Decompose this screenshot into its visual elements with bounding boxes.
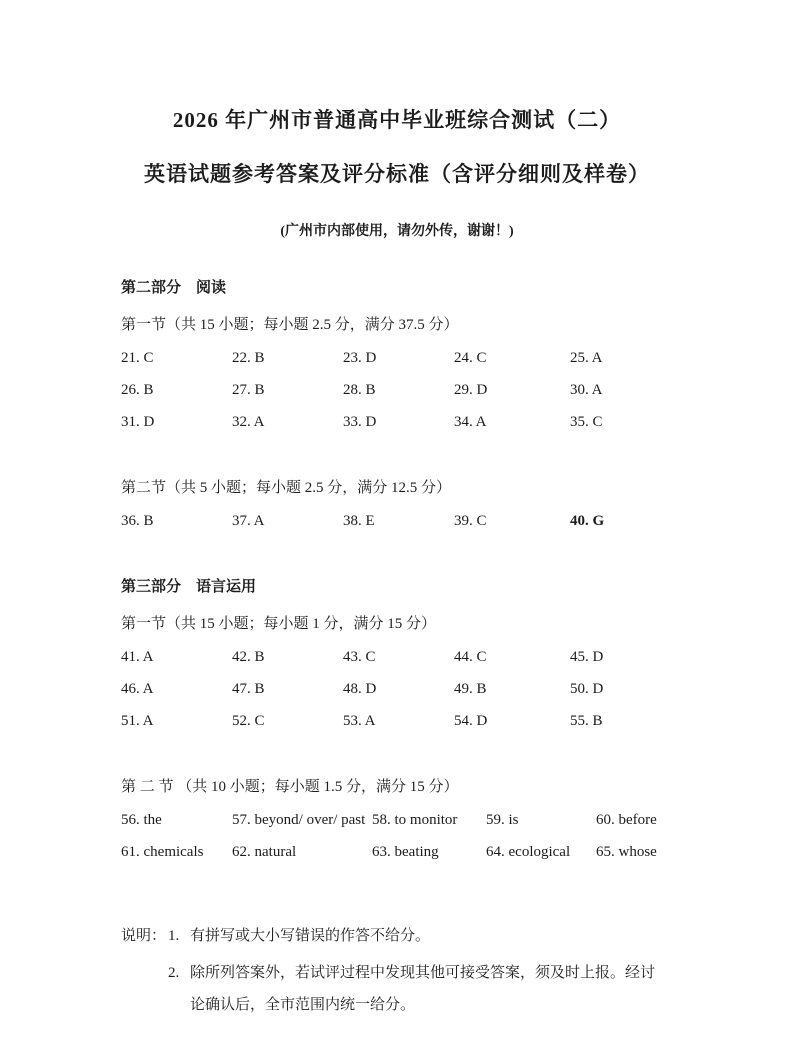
answer-cell: 24. C [454,350,487,366]
answer-cell: 63. beating [372,844,439,860]
answer-row [121,414,704,446]
notes-label: 说明： [121,928,167,944]
part2-section1-answers [121,350,704,446]
part2-section2-answers [121,513,704,545]
answer-cell: 52. C [232,713,265,729]
answer-cell: 35. C [570,414,603,430]
document-body [0,276,794,1026]
answer-cell: 56. the [121,812,162,828]
answer-cell: 49. B [454,681,487,697]
answer-row [121,812,704,844]
answer-cell: 60. before [596,812,657,828]
document-title-line2: 英语试题参考答案及评分标准（含评分细则及样卷） [144,162,650,186]
notes-items [168,920,660,1026]
part2-section1-heading: 第一节（共 15 小题；每小题 2.5 分，满分 37.5 分） [121,317,459,333]
answer-cell: 62. natural [232,844,297,860]
answer-cell: 54. D [454,713,488,729]
answer-cell: 34. A [454,414,487,430]
answer-cell: 32. A [232,414,265,430]
answer-cell: 65. whose [596,844,657,860]
answer-cell: 43. C [343,649,376,665]
answer-cell: 21. C [121,350,154,366]
answer-cell: 55. B [570,713,603,729]
answer-row [121,649,704,681]
internal-use-notice: (广州市内部使用，请勿外传，谢谢！) [280,224,514,239]
document-title-line1: 2026 年广州市普通高中毕业班综合测试（二） [172,108,622,132]
answer-cell: 50. D [570,681,604,697]
part3-heading: 第三部分 语言运用 [121,579,257,595]
answer-row [121,681,704,713]
answer-cell: 58. to monitor [372,812,458,828]
answer-cell: 46. A [121,681,154,697]
answer-cell: 40. G [570,513,605,529]
answer-cell: 47. B [232,681,265,697]
answer-cell: 37. A [232,513,265,529]
note-number: 1. [168,928,180,944]
answer-cell: 41. A [121,649,154,665]
answer-row [121,513,704,545]
answer-cell: 38. E [343,513,375,529]
answer-cell: 29. D [454,382,488,398]
note-text: 除所列答案外，若试评过程中发现其他可接受答案，须及时上报。经讨论确认后，全市范围内统一给分。 [190,965,656,1013]
notes-section [121,920,704,1026]
part3-section2-answers [121,812,704,876]
answer-cell: 64. ecological [486,844,571,860]
answer-cell: 25. A [570,350,603,366]
answer-cell: 30. A [570,382,603,398]
answer-cell: 61. chemicals [121,844,204,860]
answer-row [121,713,704,745]
note-item [168,957,660,1021]
answer-cell: 33. D [343,414,377,430]
part3-section1-answers [121,649,704,745]
part2-section2-heading: 第二节（共 5 小题；每小题 2.5 分，满分 12.5 分） [121,480,452,496]
note-item [168,920,660,952]
note-number: 2. [168,965,180,981]
answer-cell: 51. A [121,713,154,729]
part3-section1-heading: 第一节（共 15 小题；每小题 1 分，满分 15 分） [121,616,437,632]
answer-cell: 48. D [343,681,377,697]
part2-heading: 第二部分 阅读 [121,280,227,296]
answer-row [121,350,704,382]
answer-cell: 53. A [343,713,376,729]
answer-cell: 26. B [121,382,154,398]
note-text: 有拼写或大小写错误的作答不给分。 [190,928,431,944]
answer-cell: 27. B [232,382,265,398]
answer-cell: 22. B [232,350,265,366]
answer-row [121,382,704,414]
part3-section2-heading: 第 二 节 （共 10 小题；每小题 1.5 分，满分 15 分） [121,779,459,795]
answer-cell: 45. D [570,649,604,665]
answer-cell: 39. C [454,513,487,529]
answer-cell: 57. beyond/ over/ past [232,812,366,828]
answer-cell: 31. D [121,414,155,430]
answer-cell: 28. B [343,382,376,398]
answer-cell: 23. D [343,350,377,366]
answer-cell: 59. is [486,812,519,828]
answer-cell: 42. B [232,649,265,665]
answer-cell: 44. C [454,649,487,665]
answer-cell: 36. B [121,513,154,529]
answer-row [121,844,704,876]
